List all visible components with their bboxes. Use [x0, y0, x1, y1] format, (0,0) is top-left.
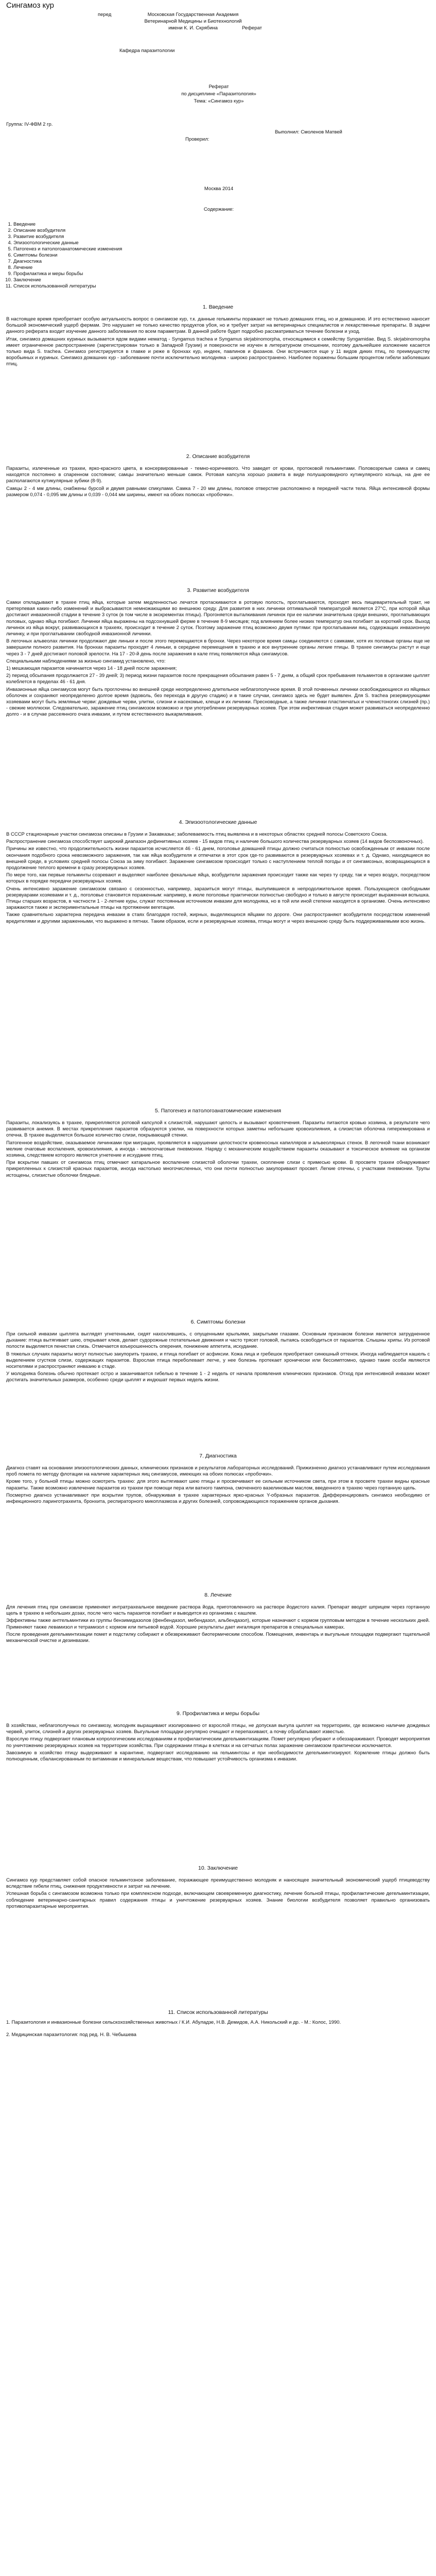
paragraph: Паразиты, излеченные из трахеи, ярко-красного цвета, в консервированные - темно-коричневого. Что заведет от крови, протоковой гельминтами. Половозрелые самка и самец находятся постоянно в спаренном состоянии; самцы значительно меньше самок. Ротовая капсула хорошо развита в виде полушаровидного кутикулярного кольца, на дне ее располагаются кутикулярные зубики (8-9).	[6, 466, 430, 484]
section	[6, 1319, 430, 1385]
toc-heading: Содержание:	[203, 207, 234, 212]
section	[6, 819, 430, 926]
section-text	[6, 832, 430, 925]
paragraph: Взрослую птицу подвергают плановым копрологическим исследованиям и профилактическим дегельминтизациям. Помет регулярно убирают и обеззараживают. Проводят мероприятия по уничтожению резервуарных хозяев на территории хозяйства. При содержании птицы в клетках и на сетчатых полах заражение сингамозом практически исключается.	[6, 1736, 430, 1749]
toc-item: 10. Заключение	[13, 277, 122, 283]
table-of-contents	[6, 222, 122, 290]
paragraph: Сингамоз кур представляет собой опасное гельминтозное заболевание, поражающее преимущественно молодняк и наносящее значительный экономический ущерб птицеводству вследствие гибели птиц, снижения продуктивности и затрат на лечение.	[6, 1877, 430, 1890]
section	[6, 1865, 430, 1911]
paragraph: В СССР стационарные участки сингамоза описаны в Грузии и Закавказье; заболеваемость птиц выявлена и в некоторых областях средней полосы Советского Союза.	[6, 832, 388, 837]
section-heading: 10. Заключение	[198, 1865, 238, 1871]
section-heading: 4. Эпизоотологические данные	[179, 819, 257, 825]
paragraph: Самки откладывают в трахее птиц яйца, которые затем медленностью лечатся протаскиваются в ротовую полость, проглатываются, проходят весь пищеварительный тракт, не претерпевая каких-либо изменений и выбрасываются немножающими во внешнюю среду. Для развития в них личинки оптимальной температурой является 27°C, при которой яйца достигают инвазионной стадии в течение 3 суток (в том числе в экскрементах птицы). Прогоняется выталкивания личинок при ее наличии значительна среди внешних, проглатывающих половых, однако яйца погибают. Личинки яйца выражены на подсохнувшей ферме в течение 8-9 месяцев; под влиянием более низких температур она погибает за короткий срок. Выход личинок из яйца вокруг, развивающихся в трахеях, происходит в течение 2 суток. Поэтому заражение птиц возможно двумя путями: при проглатывании яиц, содержащих инвазионную личинку, и при проглатывании свободной инвазионной личинки.	[6, 600, 430, 637]
section-heading: 6. Симптомы болезни	[190, 1319, 246, 1325]
checked-by: Проверил:	[185, 137, 210, 142]
section-text	[6, 1723, 430, 1762]
paragraph: Итак, сингамоз домашних куриных вызывается ядом видами нематод - Syngamus trachea и Syngamus skrjabinomorpha, относящимися к семейству Syngamidae. Вид S. skrjabinomorpha имеет ограниченное распространение (зарегистрирован только в Западной Грузии) и поверхности не изучен в литературном отношении, поэтому дальнейшее изложение касается только вида S. trachea. Сингамоз регистрируется в главке и реже в бронхах кур, индеек, павлинов и фазанов. Они встречаются еще у 11 видов диких птиц, по преимуществу воробьиных и куриных. Сингамоз домашних кур - заболевание почти исключительно молодняка - широко распространено. Наиболее поражены большим процентом гибели заболевших птиц.	[6, 336, 430, 367]
paragraph: При сильной инвазии цыплята выглядят угнетенными, сидят нахохлившись, с опущенными крыльями, закрытыми глазами. Основным признаком болезни является затрудненное дыхание: птица вытягивает шею, открывает клюв, делает судорожные глотательные движения и часто трясет головой, пытаясь освободиться от паразитов. Слышны хрипы. Из ротовой полости выделяется пенистая слизь. Отмечается взъерошенность оперения, понижение аппетита, исхудание.	[6, 1331, 430, 1350]
references-list	[6, 2020, 430, 2038]
section	[6, 1453, 430, 1506]
doc-kind-label: Реферат	[242, 25, 263, 31]
section	[6, 1592, 430, 1645]
toc-item: 5. Патогенез и патологоанатомические изменения	[13, 246, 122, 252]
city-year: Москва 2014	[204, 186, 234, 192]
group-label: Группа: IV-ФВМ 2 гр.	[6, 122, 53, 127]
paragraph: 1) мешкающая паразитов начинается через 14 - 18 дней после заражения;	[6, 666, 177, 672]
reference-item: 1. Паразитология и инвазионные болезни сельскохозяйственных животных / К.И. Абуладзе, Н.В. Демидов, А.А. Никольский и др. - М.: Колос, 1990.	[6, 2020, 341, 2025]
paragraph: В легочных альвеолах личинки продолжают две линьки и после этого перемещаются в бронхи. Через некоторое время самцы соединяются с самками, хотя их половые органы еще не завершили полного развития. На бронхах паразиты проходят 4 линьки, в середине перемещения в трахею и все внутренние органы легкие птицы. В трахее сингамусы растут и еще через 3 - 7 дней достигают половой зрелости. На 17 - 20-й день после заражения в кале птиц появляются яйца сингамусов.	[6, 638, 430, 657]
section-heading: 8. Лечение	[204, 1592, 232, 1598]
toc-item: 3. Развитие возбудителя	[13, 234, 122, 240]
paragraph: Очень интенсивно заражение сингамозом связано с сезонностью, например, заразиться могут птицы, вылупившиеся в непродолжительное время. Пользующиеся свободными резервуарами хозяевами и т. д., поголовье становится пораженным: например, в июле поголовье практически полностью свободно и только в августе происходит выраженная вспышка. Птицы старших возрастов, в частности 1 - 2-летние куры, служат постоянным источником инвазии для молодняка, но в той или иной степени находятся в организме. Очень интенсивно заражаются также и экспериментальные птицы на протяжении вегетации.	[6, 886, 430, 911]
document-title: Сингамоз кур	[6, 1, 54, 10]
paragraph: В настоящее время приобретает особую актуальность вопрос о сингамозе кур, т.к. данные гельминты поражают не только домашних птиц, но и домашнюю. И это естественно наносит большой экономический ущерб фермам. Это нарушает не только качество продуктов убоя, но и требует затрат на ветеринарных специалистов и лекарственные препараты. В задачи данного реферата входит изучение данного заболевания по всем параметрам. В данной работе будет подробно рассматриваться течение болезни и уход.	[6, 316, 430, 335]
paragraph: При вскрытии павших от сингамоза птиц отмечают катаральное воспаление слизистой оболочки трахеи, скопление слизи с примесью крови. В просвете трахеи обнаруживают прикрепленных к слизистой красных паразитов, иногда настолько многочисленных, что они почти полностью закупоривают просвет. Легкие отечны, с участками пневмонии. Трупы истощены, слизистые оболочки бледные.	[6, 1160, 430, 1178]
section	[6, 304, 430, 369]
paragraph: Диагноз ставят на основании эпизоотологических данных, клинических признаков и результатов лабораторных исследований. Прижизненно диагноз устанавливают путем исследования проб помета по методу флотации на наличие характерных яиц сингамусов, имеющих на обоих полюсах «пробочки».	[6, 1465, 430, 1478]
academy-line-1: Московская Государственная Академия	[147, 12, 239, 18]
section	[6, 587, 430, 719]
reference-item: 2. Медицинская паразитология: под ред. Н. В. Чебышева	[6, 2032, 136, 2038]
toc-item: 1. Введение	[13, 222, 122, 228]
toc-item: 8. Лечение	[13, 265, 122, 271]
toc-item: 11. Список использованной литературы	[13, 283, 122, 290]
section-text	[6, 1331, 430, 1384]
section-text	[6, 600, 430, 718]
department-label: Кафедра паразитологии	[119, 48, 175, 54]
paragraph: Паразиты, локализуясь в трахее, прикрепляются ротовой капсулой к слизистой, нарушают целость и вызывают кровотечения. Паразиты питаются кровью хозяина, в результате чего развивается анемия. В местах прикрепления паразитов образуются узелки, на поверхности которых заметны небольшие кровоизлияния, а слизистая оболочка гиперемирована и отечна. В трахее выделяется большое количество слизи, покрывающей стенки.	[6, 1120, 430, 1139]
paragraph: 2) период обсыпания продолжается 27 - 39 дней; 3) период жизни паразитов после прекращения обсыпания равен 5 - 7 дням, а общий срок пребывания гельминтов в организме цыплят колеблется в пределах 46 - 61 дня.	[6, 673, 430, 685]
title-page-pre: перед	[98, 12, 112, 18]
work-kind: Реферат	[208, 84, 229, 90]
paragraph: Специальными наблюдениями за жизнью сингамид установлено, что:	[6, 658, 166, 664]
toc-item: 2. Описание возбудителя	[13, 228, 122, 234]
paragraph: Самцы 2 - 4 мм длины, снабжены бурсой и двумя равными спикулами. Самка 7 - 20 мм длины, половое отверстие расположено в передней части тела. Яйца интенсивной формы размером 0,074 - 0,095 мм длины и 0,039 - 0,044 мм ширины, имеют на обоих полюсах «пробочки».	[6, 485, 430, 498]
paragraph: Распространение сингамоза способствует широкий диапазон дефинитивных хозяев - 15 видов птиц и наличие большого количества резервуарных хозяев (14 видов беспозвоночных).	[6, 839, 424, 845]
performed-by: Выполнил: Смоленов Матвей	[275, 129, 342, 135]
section-text	[6, 466, 430, 498]
paragraph: Успешная борьба с сингамозом возможна только при комплексном подходе, включающем своевременную диагностику, лечение больной птицы, профилактические дегельминтизации, соблюдение ветеринарно-санитарных правил содержания птицы и уничтожение резервуарных хозяев. Знание биологии возбудителя позволяет правильно организовать противопаразитарные мероприятия.	[6, 1891, 430, 1909]
paragraph: Эффективны также антгельминтики из группы бензимидазолов (фенбендазол, мебендазол, альбендазол), которые назначают с кормом групповым методом в течение нескольких дней. Применяют также левамизол и тетрамизол с кормом или питьевой водой. Хорошие результаты дает ингаляция препаратов в специальных камерах.	[6, 1618, 430, 1630]
section	[6, 1710, 430, 1764]
toc-item: 9. Профилактика и меры борьбы	[13, 271, 122, 277]
toc-item: 4. Эпизоотологические данные	[13, 240, 122, 246]
section-heading: 9. Профилактика и меры борьбы	[176, 1710, 260, 1717]
section-heading: 5. Патогенез и патологоанатомические изменения	[154, 1108, 282, 1114]
paragraph: Кроме того, у больной птицы можно осмотреть трахею: для этого вытягивают шею птицы и просвечивают ее сильным источником света, при этом в просвете трахеи видны красные паразиты. Также возможно извлечение паразитов из трахеи при помощи пера или ватного тампона, смоченного вазелиновым маслом, введенного в трахею через гортанную щель.	[6, 1479, 430, 1491]
section-text	[6, 1604, 430, 1644]
paragraph: По мере того, как первые гельминты созревают и выделяют наиболее фекальные яйца, возбудители заражения происходит также как через ту среду, так и через воздух, посредством которых в порядке передачи резервуарных хозяев.	[6, 872, 430, 885]
paragraph: Завозимую в хозяйство птицу выдерживают в карантине, подвергают исследованию на гельминтозы и при необходимости дегельминтизируют. Кормление птицы должно быть полноценным, сбалансированным по витаминам и минеральным веществам, что повышает устойчивость организма к инвазии.	[6, 1750, 430, 1762]
topic: Тема: «Сингамоз кур»	[194, 98, 244, 104]
section-text	[6, 1465, 430, 1505]
paragraph: Причины же известно, что продолжительность жизни паразитов исчисляется 46 - 61 днем, поголовье домашней птицы должно считаться полностью освобожденным от инвазии после окончания подобного срока невозможного заражения, так как яйца возбудителя и отпечатки в этот срок где-то развиваются в резервуарных хозяевах и т. д. Однако, находящиеся во внешней среде, в условиях средней полосы Союза за зиму погибают. Заражение сингамозом происходит только с наступлением теплой погоды и от сингамозных, возвращающихся в продолжение теплого времени в сразу резервуарных хозяев.	[6, 846, 430, 871]
paragraph: Патогенное воздействие, оказываемое личинками при миграции, проявляется в нарушении целостности кровеносных капилляров и альвеолярных стенок. В легочной ткани возникают мелкие очаговые воспаления, кровоизлияния, а иногда - мелкоочаговые пневмонии. Наряду с механическим воздействием паразиты оказывают и токсическое влияние на организм хозяина, следствием которого являются угнетение и исхудание птиц.	[6, 1140, 430, 1159]
academy-line-3: имени К. И. Скрябина	[168, 25, 218, 31]
paragraph: Также сравнительно характерна передача инвазии в стаях благодаря гостей, жирных, выделяющихся яйцами по дороге. Они распространяют возбудителя посредством изменений вредителями и другими зараженными, что выражено в пятнах. Таким образом, если и резервуарные хозяева, птицы могут и через внешнюю среду быть поддерживаемыми всю жизнь.	[6, 912, 430, 924]
toc-item: 6. Симптомы болезни	[13, 252, 122, 259]
paragraph: Для лечения птиц при сингамозе применяют интратрахеальное введение раствора йода, приготовленного на растворе йодистого калия. Препарат вводят шприцем через гортанную щель в трахею в небольших дозах, после чего часть паразитов погибает и выводится из организма с кашлем.	[6, 1604, 430, 1617]
section	[6, 453, 430, 499]
toc-item: 7. Диагностика	[13, 259, 122, 265]
paragraph: У молодняка болезнь обычно протекает остро и заканчивается гибелью в течение 1 - 2 недель от начала проявления клинических признаков. Отход при интенсивной инвазии может достигать значительных размеров, особенно среди цыплят и индюшат первых недель жизни.	[6, 1371, 430, 1383]
paragraph: Посмертно диагноз устанавливают при вскрытии трупов, обнаруживая в трахее характерных ярко-красных Y-образных паразитов. Дифференцировать сингамоз необходимо от инфекционного ларинготрахеита, бронхита, респираторного микоплазмоза и других болезней, сопровождающихся поражением органов дыхания.	[6, 1492, 430, 1505]
academy-line-2: Ветеринарной Медицины и Биотехнологий	[144, 19, 242, 24]
section-heading: 3. Развитие возбудителя	[187, 587, 249, 594]
paragraph: В тяжелых случаях паразиты могут полностью закупорить трахею, и птица погибает от асфиксии. Кожа лица и гребешок приобретают синюшный оттенок. Иногда наблюдается кашель с выделением сгустков слизи, содержащих паразитов. Взрослая птица переболевает легче, у нее болезнь протекает хронически или бессимптомно, однако такие особи являются носителями и распространяют инвазию в стаде.	[6, 1351, 430, 1370]
paragraph: После проведения дегельминтизации помет и подстилку собирают и обезвреживают биотермическим способом. Помещения, инвентарь и выгульные площадки подвергают тщательной механической очистке и дезинвазии.	[6, 1631, 430, 1644]
section	[6, 1108, 430, 1180]
references-section	[6, 2009, 430, 2044]
paragraph: В хозяйствах, неблагополучных по сингамозу, молодняк выращивают изолированно от взрослой птицы, не допуская выгула цыплят на территориях, где возможно наличие дождевых червей, улиток, слизней и других резервуарных хозяев. Выгульные площадки регулярно очищают и перепахивают, а почву обрабатывают известью.	[6, 1723, 430, 1735]
section-heading: 1. Введение	[202, 304, 234, 310]
section-heading: 7. Диагностика	[199, 1453, 237, 1459]
paragraph: Инвазионные яйца сингамусов могут быть проглочены во внешней среде неопределенно длительное неблагополучное время. В этой почвенных личинки освобождающиеся из яйцевых оболочек и сохраняют неопределенно долгое время (вдоволь, без перехода в другую стадию) и в такие случаи, сингамоз здесь не будет выявлен. Для S. trachea резервирующими хозяевами могут быть земляные черви: дождевые черви, улитки, слизни и насекомые, клещи и их личинки. Пресноводные, а также личинки пластинчатых и членистоногих слизней (пр.) - свежие моллюски. Следовательно, заражение птиц сингамозом возможно и при употреблении резервуарных хозяев. При этом инфективная стадия может развиваться неопределенно долго - и в случае рассеянного очага инвазии, и путем естественного выкармливания.	[6, 686, 430, 718]
section-text	[6, 316, 430, 368]
section-text	[6, 1120, 430, 1179]
discipline: по дисциплине «Паразитология»	[181, 91, 256, 97]
references-heading: 11. Список использованной литературы	[168, 2009, 268, 2015]
section-heading: 2. Описание возбудителя	[186, 453, 250, 460]
section-text	[6, 1877, 430, 1910]
